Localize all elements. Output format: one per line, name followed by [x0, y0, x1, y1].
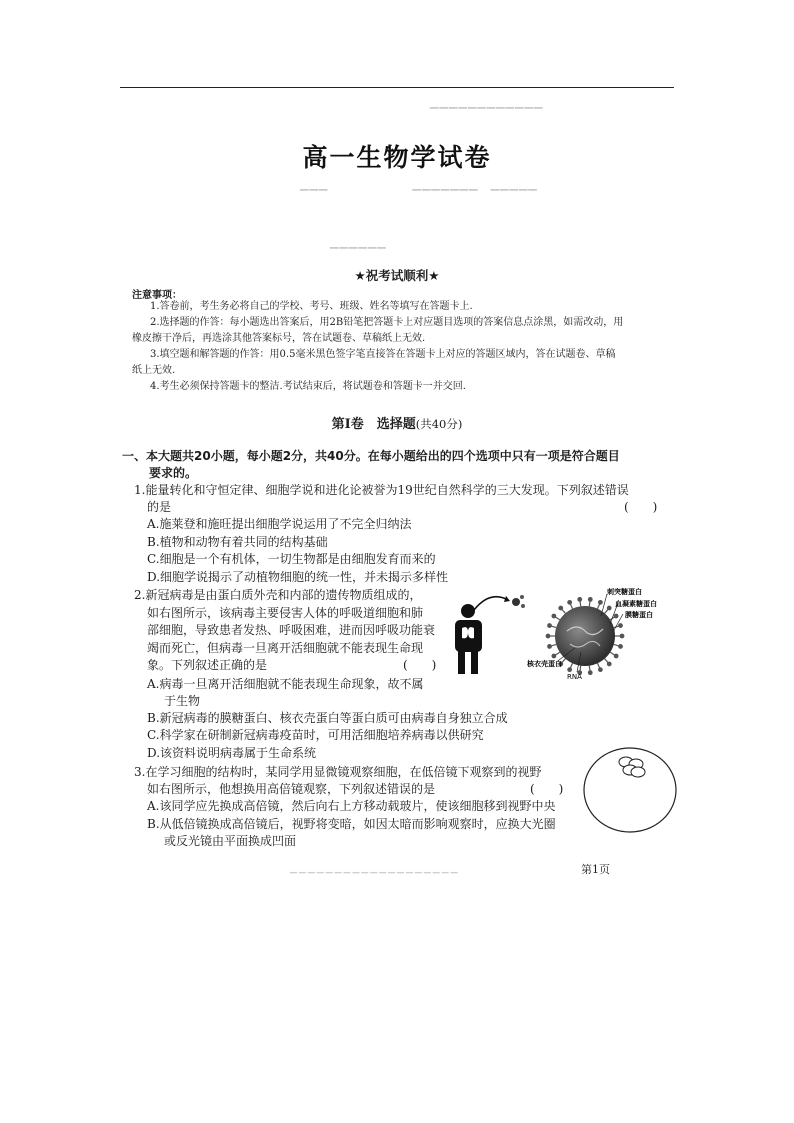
bleed-through-text: ▁▁▁▁▁▁▁▁▁▁▁▁▁▁▁▁▁▁▁	[290, 864, 460, 874]
virus-spike-head	[568, 668, 572, 672]
q2-option-c: C.科学家在研制新冠病毒疫苗时，可用活细胞培养病毒以供研究	[147, 728, 484, 742]
virus-spike-head	[614, 654, 618, 658]
section-heading	[0, 413, 794, 432]
good-luck-banner: ★祝考试顺利★	[354, 268, 440, 283]
q2-stem: 如右图所示，该病毒主要侵害人体的呼吸道细胞和肺	[147, 606, 424, 620]
virus-spike-head	[614, 614, 618, 618]
notice-line: 橡皮擦干净后，再选涂其他答案标号，答在试题卷、草稿纸上无效.	[132, 333, 426, 344]
virus-spike-head	[619, 624, 623, 628]
bleed-through-text: ▁▁▁▁▁▁▁▁▁▁▁▁	[430, 96, 544, 109]
q2-stem: 部细胞，导致患者发热、呼吸困难，进而因呼吸功能衰	[147, 623, 436, 637]
part-instruction-line: 要求的。	[149, 466, 198, 480]
nucleocapsid-label: 核衣壳蛋白	[527, 660, 562, 668]
cell-icon	[631, 767, 645, 777]
notice-line: 4.考生必须保持答题卡的整洁.考试结束后，将试题卷和答题卡一并交回.	[150, 381, 466, 392]
virus-spike-head	[548, 645, 552, 649]
virus-spike-head	[588, 598, 592, 602]
hemagglutinin-label: 血凝素糖蛋白	[615, 600, 657, 608]
notice-line: 3.填空题和解答题的作答：用0.5毫米黑色签字笔直接答在答题卡上对应的答题区域内，答在试题卷、草稿	[150, 349, 616, 360]
virus-spike-head	[607, 606, 611, 610]
part-instruction-line: 一、本大题共20小题，每小题2分，共40分。在每小题给出的四个选项中只有一项是符合题目	[122, 449, 620, 463]
q3-stem: 如右图所示，他想换用高倍镜观察，下列叙述错误的是	[147, 782, 436, 796]
q2-option-d: D.该资料说明病毒属于生命系统	[147, 746, 317, 760]
section-points: (共40分)	[415, 417, 463, 431]
q2-stem: 2.新冠病毒是由蛋白质外壳和内部的遗传物质组成的，	[134, 588, 422, 602]
membrane-protein-label: 膜糖蛋白	[625, 611, 653, 619]
virus-spike-head	[619, 645, 623, 649]
virus-spike-head	[559, 606, 563, 610]
virus-spike-head	[552, 614, 556, 618]
virus-spike-head	[607, 662, 611, 666]
q2-answer-blank: ( )	[403, 658, 437, 672]
notice-line: 1.答卷前，考生务必将自己的学校、考号、班级、姓名等填写在答题卡上.	[150, 301, 473, 312]
q2-option-a: A.病毒一旦离开活细胞就不能表现生命现象，故不属	[147, 677, 424, 691]
virus-spike-head	[599, 601, 603, 605]
section-title: 第Ⅰ卷 选择题	[331, 417, 416, 432]
q3-option-b: B.从低倍镜换成高倍镜后，视野将变暗，如因太暗而影响观察时，应换大光圈	[147, 817, 556, 831]
q1-stem: 1.能量转化和守恒定律、细胞学说和进化论被誉为19世纪自然科学的三大发现。下列叙述错误	[134, 483, 629, 497]
virus-body	[555, 606, 615, 666]
virus-spike-head	[568, 601, 572, 605]
q3-stem: 3.在学习细胞的结构时，某同学用显微镜观察细胞，在低倍镜下观察到的视野	[134, 765, 542, 779]
q2-option-b: B.新冠病毒的膜糖蛋白、核衣壳蛋白等蛋白质可由病毒自身独立合成	[147, 711, 508, 725]
virus-spike-head	[578, 598, 582, 602]
notice-heading: 注意事项：	[132, 290, 182, 301]
q2-stem: 象。下列叙述正确的是	[147, 658, 268, 672]
q1-stem: 的是	[147, 500, 172, 514]
exam-title: 高一生物学试卷	[302, 143, 492, 172]
microscope-field-figure	[580, 744, 680, 836]
spike-protein-label: 刺突糖蛋白	[607, 588, 642, 596]
q2-stem: 竭而死亡，但病毒一旦离开活细胞就不能表现生命现	[147, 641, 424, 655]
q1-option-c: C.细胞是一个有机体，一切生物都是由细胞发育而来的	[147, 552, 436, 566]
virus-spike-head	[552, 654, 556, 658]
rna-label: RNA	[567, 673, 582, 681]
q3-answer-blank: ( )	[530, 782, 564, 796]
virus-spike-head	[548, 624, 552, 628]
page-number: 第1页	[581, 863, 610, 876]
notice-line: 纸上无效.	[132, 365, 176, 376]
q1-option-b: B.植物和动物有着共同的结构基础	[147, 535, 328, 549]
q3-option-a: A.该同学应先换成高倍镜，然后向右上方移动载玻片，使该细胞移到视野中央	[147, 799, 556, 813]
bleed-through-text: ▁▁▁▁▁▁	[330, 236, 387, 249]
virus-spike-head	[599, 668, 603, 672]
notice-line: 2.选择题的作答：每小题选出答案后，用2B铅笔把答题卡上对应题目选项的答案信息点涂黑，如需改动，用	[150, 317, 624, 328]
top-rule	[120, 87, 674, 88]
q1-answer-blank: ( )	[624, 500, 658, 514]
bleed-through-text: ▁▁▁ ▁▁▁▁▁▁▁ ▁▁▁▁▁	[300, 178, 538, 191]
q2-option-a-cont: 于生物	[164, 694, 201, 708]
q1-option-d: D.细胞学说揭示了动植物细胞的统一性，并未揭示多样性	[147, 570, 449, 584]
virus-spike-head	[588, 671, 592, 675]
virus-spike-head	[546, 634, 550, 638]
coronavirus-figure	[515, 586, 665, 686]
virus-spike-head	[620, 634, 624, 638]
q3-option-b-cont: 或反光镜由平面换成凹面	[164, 834, 297, 848]
q1-option-a: A.施莱登和施旺提出细胞学说运用了不完全归纳法	[147, 517, 412, 531]
